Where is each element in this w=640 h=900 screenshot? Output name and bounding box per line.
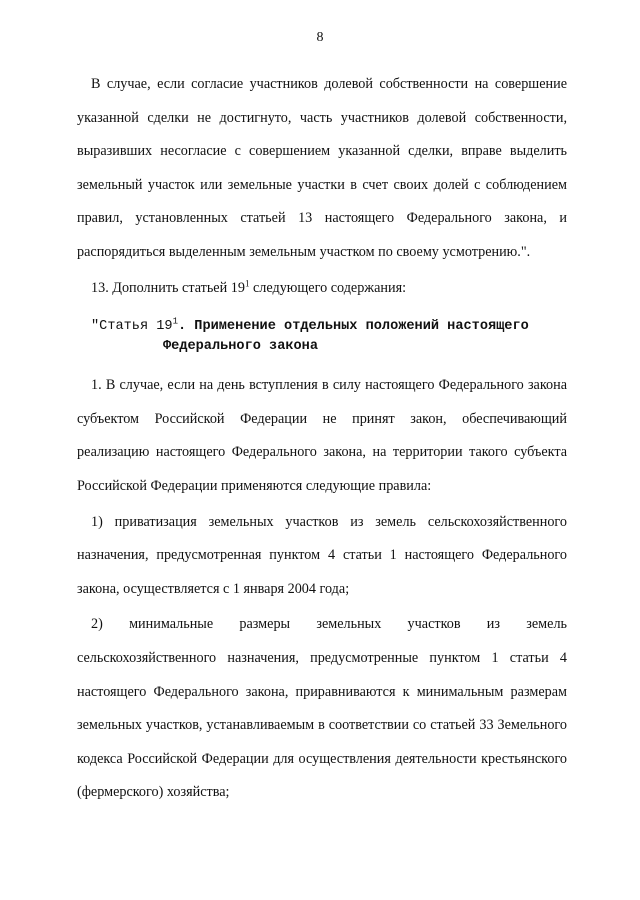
paragraph-1-1: 1) приватизация земельных участков из земель сельскохозяйственного назначения, предусмотренная пунктом 4 статьи 1 настоящего Федерального закона, осуществляется с 1 января 2004 года;: [77, 513, 567, 597]
item-13-superscript: 1: [244, 277, 250, 288]
paragraph-intro: В случае, если согласие участников долевой собственности на совершение указанной сделки не достигнуто, часть участников долевой собственности, выразивших несогласие с совершением указанной сделки, вправе выделить земельный участок или земельные участки в счет своих долей с соблюдением правил, установленных статьей 13 настоящего Федерального закона, и распорядиться выделенным земельным участком по своему усмотрению.".: [77, 76, 567, 260]
item-13-text-end: следующего содержания:: [249, 279, 407, 296]
article-title-line1: . Применение отдельных положений настоящего: [177, 319, 529, 335]
page-number: 8: [316, 30, 324, 45]
article-title-line2: Федерального закона: [163, 339, 318, 355]
paragraph-item-13: [77, 272, 567, 306]
paragraph-1: 1. В случае, если на день вступления в силу настоящего Федерального закона субъектом Российской Федерации не принят закон, обеспечивающий реализацию настоящего Федерального закона, на территории такого субъекта Российской Федерации применяются следующие правила:: [77, 377, 567, 494]
article-heading: [77, 317, 567, 357]
paragraph-1-2: 2) минимальные размеры земельных участков из земель сельскохозяйственного назначения, предусмотренные пунктом 1 статьи 4 настоящего Федерального закона, приравниваются к минимальным размерам земельных участков, устанавливаемым в соответствии со статьей 33 Земельного кодекса Российской Федерации для осуществления деятельности крестьянского (фермерского) хозяйства;: [77, 616, 567, 801]
article-superscript: 1: [172, 316, 178, 327]
item-13-text: 13. Дополнить статьей 19: [91, 279, 245, 296]
document-body: [77, 68, 567, 810]
article-prefix: "Статья 19: [91, 319, 173, 335]
